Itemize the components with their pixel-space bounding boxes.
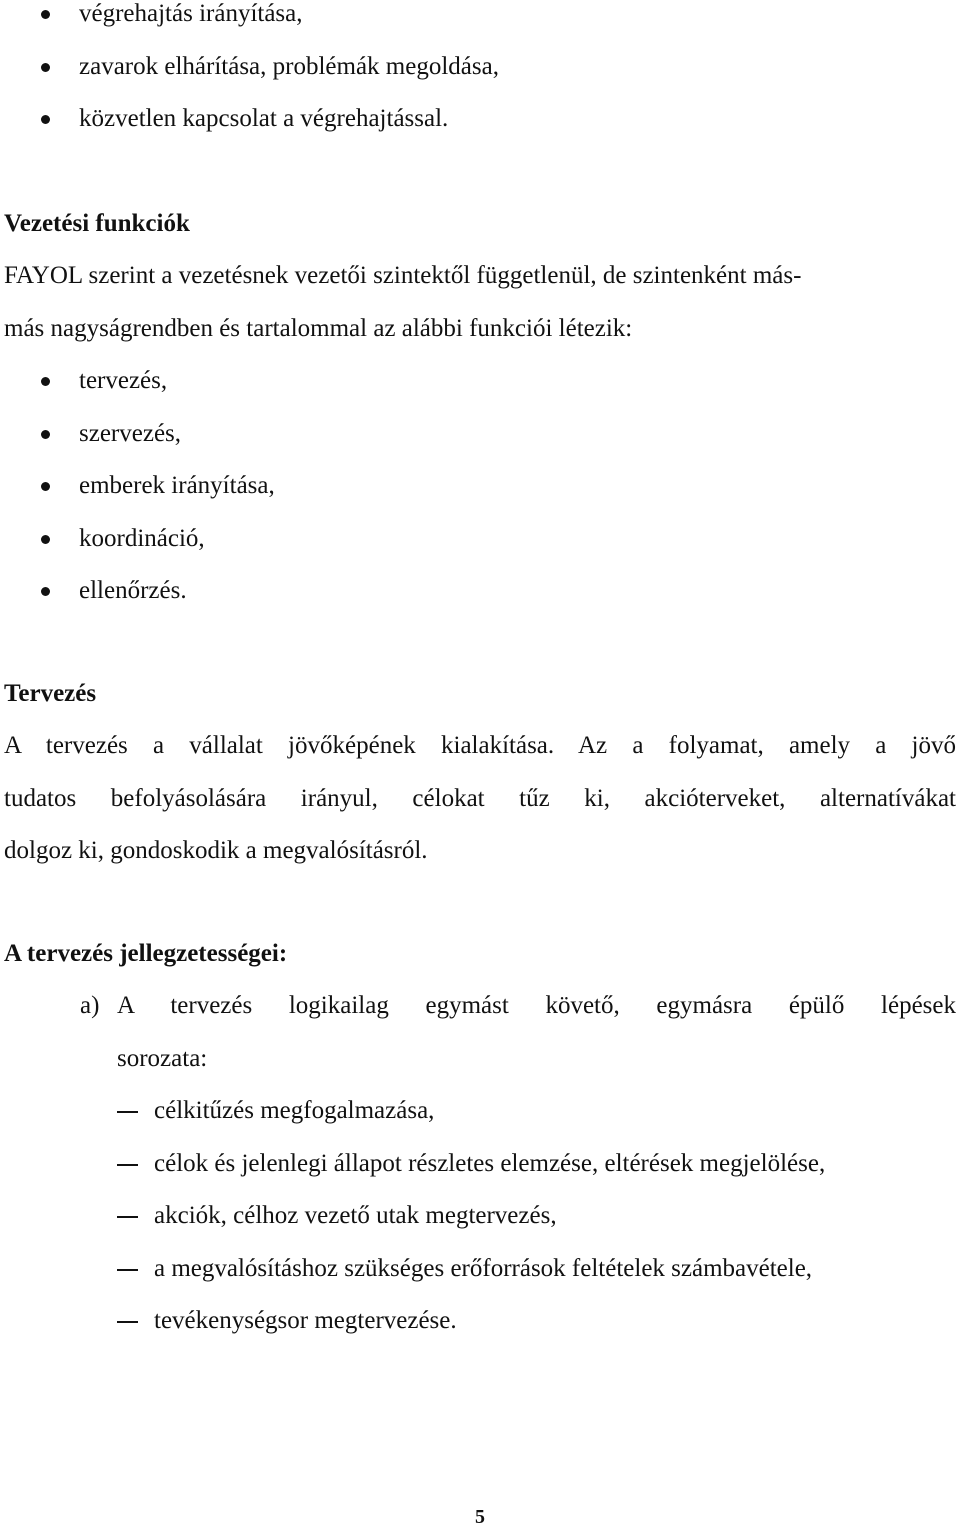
list-item-text: célok és jelenlegi állapot részletes elemzése, eltérések megjelölése,	[154, 1149, 826, 1177]
list-item	[4, 513, 956, 566]
list-item	[4, 565, 956, 618]
planning-paragraph	[4, 720, 956, 878]
list-item	[4, 1243, 956, 1296]
heading-management-functions: Vezetési funkciók	[4, 209, 190, 237]
dash-icon	[117, 1164, 138, 1166]
list-item	[4, 1138, 956, 1191]
list-item-text: ellenőrzés.	[79, 577, 187, 604]
bullet-icon	[41, 482, 50, 491]
list-item-text: tevékenységsor megtervezése.	[154, 1307, 457, 1334]
dash-icon	[117, 1111, 138, 1113]
list-item-text: koordináció,	[79, 524, 205, 552]
list-item-text: végrehajtás irányítása,	[79, 0, 303, 27]
list-item	[4, 0, 956, 41]
bullet-icon	[41, 63, 50, 72]
page-number: 5	[475, 1506, 485, 1528]
bullet-icon	[41, 430, 50, 439]
intro-bullet-list	[4, 0, 956, 146]
list-item	[4, 460, 956, 513]
list-item	[4, 1295, 956, 1348]
paragraph-line: tudatos befolyásolására irányul, célokat tűz ki, akcióterveket, alternatívákat	[4, 784, 956, 812]
list-item	[4, 1085, 956, 1138]
heading-planning-characteristics: A tervezés jellegzetességei:	[4, 939, 288, 967]
list-item-text: a megvalósításhoz szükséges erőforrások feltételek számbavétele,	[154, 1254, 813, 1282]
paragraph-line: dolgoz ki, gondoskodik a megvalósításról.	[4, 837, 428, 864]
paragraph-line: FAYOL szerint a vezetésnek vezetői szintektől függetlenül, de szintenként más-	[4, 262, 802, 289]
list-item-text: közvetlen kapcsolat a végrehajtással.	[79, 105, 449, 132]
paragraph-line: más nagyságrendben és tartalommal az alábbi funkciói létezik:	[4, 314, 633, 342]
heading-planning: Tervezés	[4, 679, 97, 707]
list-item	[4, 93, 956, 146]
bullet-icon	[41, 535, 50, 544]
list-item-text: emberek irányítása,	[79, 472, 275, 499]
dash-icon	[117, 1321, 138, 1323]
list-item-text: szervezés,	[79, 419, 182, 447]
dash-icon	[117, 1269, 138, 1271]
list-item-text: akciók, célhoz vezető utak megtervezés,	[154, 1202, 557, 1229]
planning-steps-list	[4, 1085, 956, 1348]
paragraph-line: A tervezés a vállalat jövőképének kialakítása. Az a folyamat, amely a jövő	[4, 732, 956, 759]
point-a-marker: a)	[80, 992, 100, 1019]
list-item	[4, 1190, 956, 1243]
list-item-text: tervezés,	[79, 367, 168, 394]
list-item	[4, 41, 956, 94]
functions-bullet-list	[4, 355, 956, 618]
point-a	[80, 980, 956, 1085]
list-item-text: célkitűzés megfogalmazása,	[154, 1097, 435, 1124]
functions-paragraph	[4, 250, 956, 355]
dash-icon	[117, 1216, 138, 1218]
list-item	[4, 355, 956, 408]
list-item	[4, 408, 956, 461]
list-item-text: zavarok elhárítása, problémák megoldása,	[79, 52, 499, 80]
bullet-icon	[41, 10, 50, 19]
bullet-icon	[41, 115, 50, 124]
page-content	[4, 0, 956, 1348]
spacer	[4, 146, 956, 198]
point-a-line: sorozata:	[117, 1044, 208, 1072]
bullet-icon	[41, 377, 50, 386]
spacer	[4, 618, 956, 668]
point-a-line: A tervezés logikailag egymást követő, egymásra épülő lépések	[117, 992, 956, 1019]
spacer	[4, 878, 956, 928]
bullet-icon	[41, 587, 50, 596]
